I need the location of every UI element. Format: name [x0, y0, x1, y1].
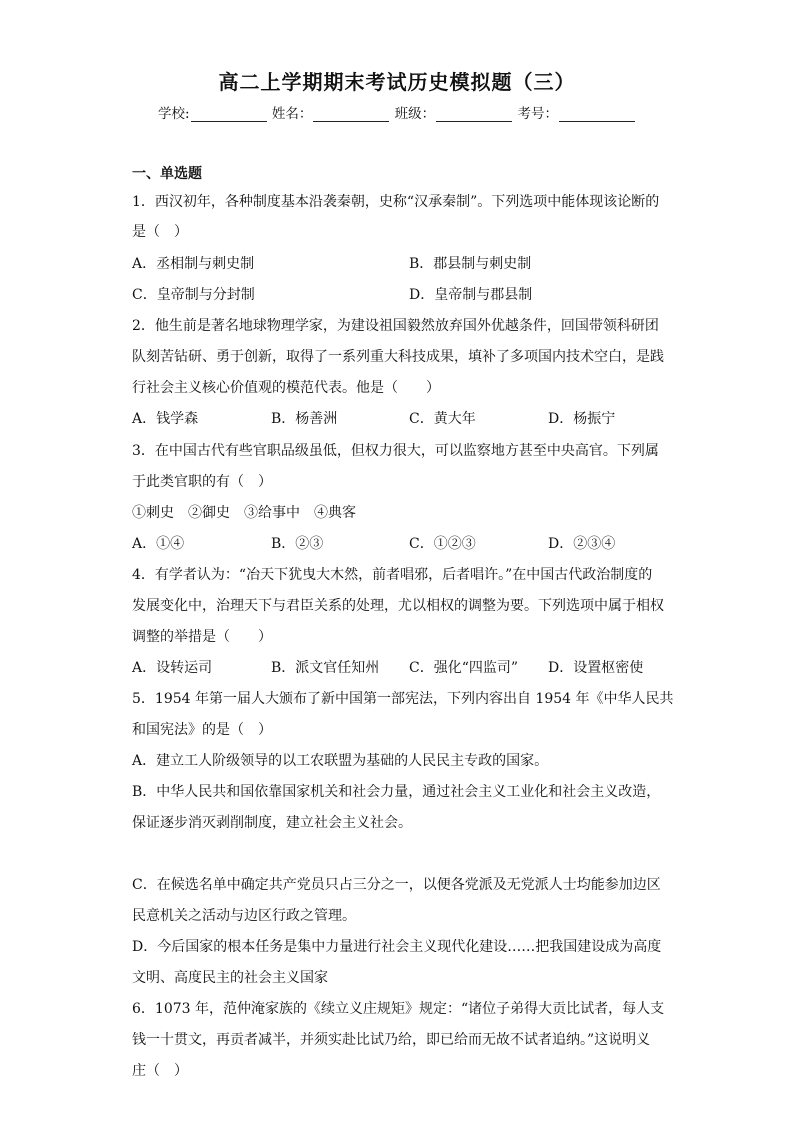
school-label: 学校: — [158, 106, 190, 122]
q1-option-d[interactable]: D．皇帝制与郡县制 — [409, 287, 533, 303]
q1-option-c[interactable]: C．皇帝制与分封制 — [132, 287, 255, 303]
q4-stem-line: 调整的举措是（ ） — [132, 629, 272, 645]
q2-option-d[interactable]: D．杨振宁 — [548, 411, 616, 427]
q3-option-c[interactable]: C．①②③ — [409, 536, 476, 552]
q1-stem-line: 1．西汉初年，各种制度基本沿袭秦朝，史称“汉承秦制”。下列选项中能体现该论断的 — [132, 194, 660, 210]
page-title: 高二上学期期末考试历史模拟题（三） — [218, 70, 576, 94]
q4-option-a[interactable]: A．设转运司 — [132, 660, 213, 676]
id-blank[interactable] — [559, 107, 635, 122]
q5-stem-line: 和国宪法》的是（ ） — [132, 722, 272, 738]
q5-option-d[interactable]: D．今后国家的根本任务是集中力量进行社会主义现代化建设……把我国建设成为高度 — [132, 939, 662, 955]
q5-option-a[interactable]: A．建立工人阶级领导的以工农联盟为基础的人民民主专政的国家。 — [132, 753, 549, 769]
q5-option-c[interactable]: C．在候选名单中确定共产党员只占三分之一，以便各党派及无党派人士均能参加边区 — [132, 877, 661, 893]
q3-option-a[interactable]: A．①④ — [132, 536, 185, 552]
q5-option-d-cont[interactable]: 文明、高度民主的社会主义国家 — [132, 970, 328, 986]
q2-option-b[interactable]: B．杨善洲 — [271, 411, 338, 427]
q2-option-a[interactable]: A．钱学森 — [132, 411, 199, 427]
class-blank[interactable] — [436, 107, 512, 122]
q2-stem-line: 行社会主义核心价值观的模范代表。他是（ ） — [132, 380, 440, 396]
id-label: 考号： — [517, 106, 558, 122]
q5-stem-line: 5．1954 年第一届人大颁布了新中国第一部宪法，下列内容出自 1954 年《中华人民共 — [132, 691, 674, 707]
q1-stem-line: 是（ ） — [132, 224, 188, 240]
q6-stem-line: 庄（ ） — [132, 1063, 188, 1079]
q3-option-b[interactable]: B．②③ — [271, 536, 324, 552]
q3-items: ①刺史 ②御史 ③给事中 ④典客 — [132, 505, 356, 521]
school-blank[interactable] — [191, 107, 267, 122]
q3-stem-line: 3．在中国古代有些官职品级虽低，但权力很大，可以监察地方甚至中央高官。下列属 — [132, 443, 659, 459]
q6-stem-line: 6．1073 年，范仲淹家族的《续立义庄规矩》规定：“诸位子弟得大贡比试者，每人支 — [132, 1001, 665, 1017]
name-blank[interactable] — [313, 107, 389, 122]
q6-stem-line: 钱一十贯文，再贡者减半，并须实赴比试乃给，即已给而无故不试者追纳。”这说明义 — [132, 1032, 651, 1048]
q4-option-c[interactable]: C．强化“四监司” — [409, 660, 519, 676]
q4-stem-line: 发展变化中，治理天下与君臣关系的处理，尤以相权的调整为要。下列选项中属于相权 — [132, 598, 664, 614]
q1-option-b[interactable]: B．郡县制与刺史制 — [409, 256, 532, 272]
q2-option-c[interactable]: C．黄大年 — [409, 411, 476, 427]
q4-stem-line: 4．有学者认为：“冶天下犹曳大木然，前者唱邪，后者唱许。”在中国古代政治制度的 — [132, 567, 653, 583]
q2-stem-line: 队刻苦钻研、勇于创新，取得了一系列重大科技成果，填补了多项国内技术空白，是践 — [132, 349, 664, 365]
q1-option-a[interactable]: A．丞相制与刺史制 — [132, 256, 255, 272]
q5-option-b[interactable]: B．中华人民共和国依靠国家机关和社会力量，通过社会主义工业化和社会主义改造， — [132, 784, 661, 800]
section-title: 一、单选题 — [132, 166, 202, 182]
q5-option-b-cont[interactable]: 保证逐步消灭剥削制度，建立社会主义社会。 — [132, 815, 412, 831]
q4-option-d[interactable]: D．设置枢密使 — [548, 660, 644, 676]
student-info-row — [0, 102, 794, 122]
q5-option-c-cont[interactable]: 民意机关之活动与边区行政之管理。 — [132, 908, 356, 924]
q3-option-d[interactable]: D．②③④ — [548, 536, 616, 552]
q3-stem-line: 于此类官职的有（ ） — [132, 474, 272, 490]
class-label: 班级： — [394, 106, 436, 122]
q4-option-b[interactable]: B．派文官任知州 — [271, 660, 380, 676]
q2-stem-line: 2．他生前是著名地球物理学家，为建设祖国毅然放弃国外优越条件，回国带领科研团 — [132, 318, 659, 334]
name-label: 姓名： — [271, 106, 313, 122]
